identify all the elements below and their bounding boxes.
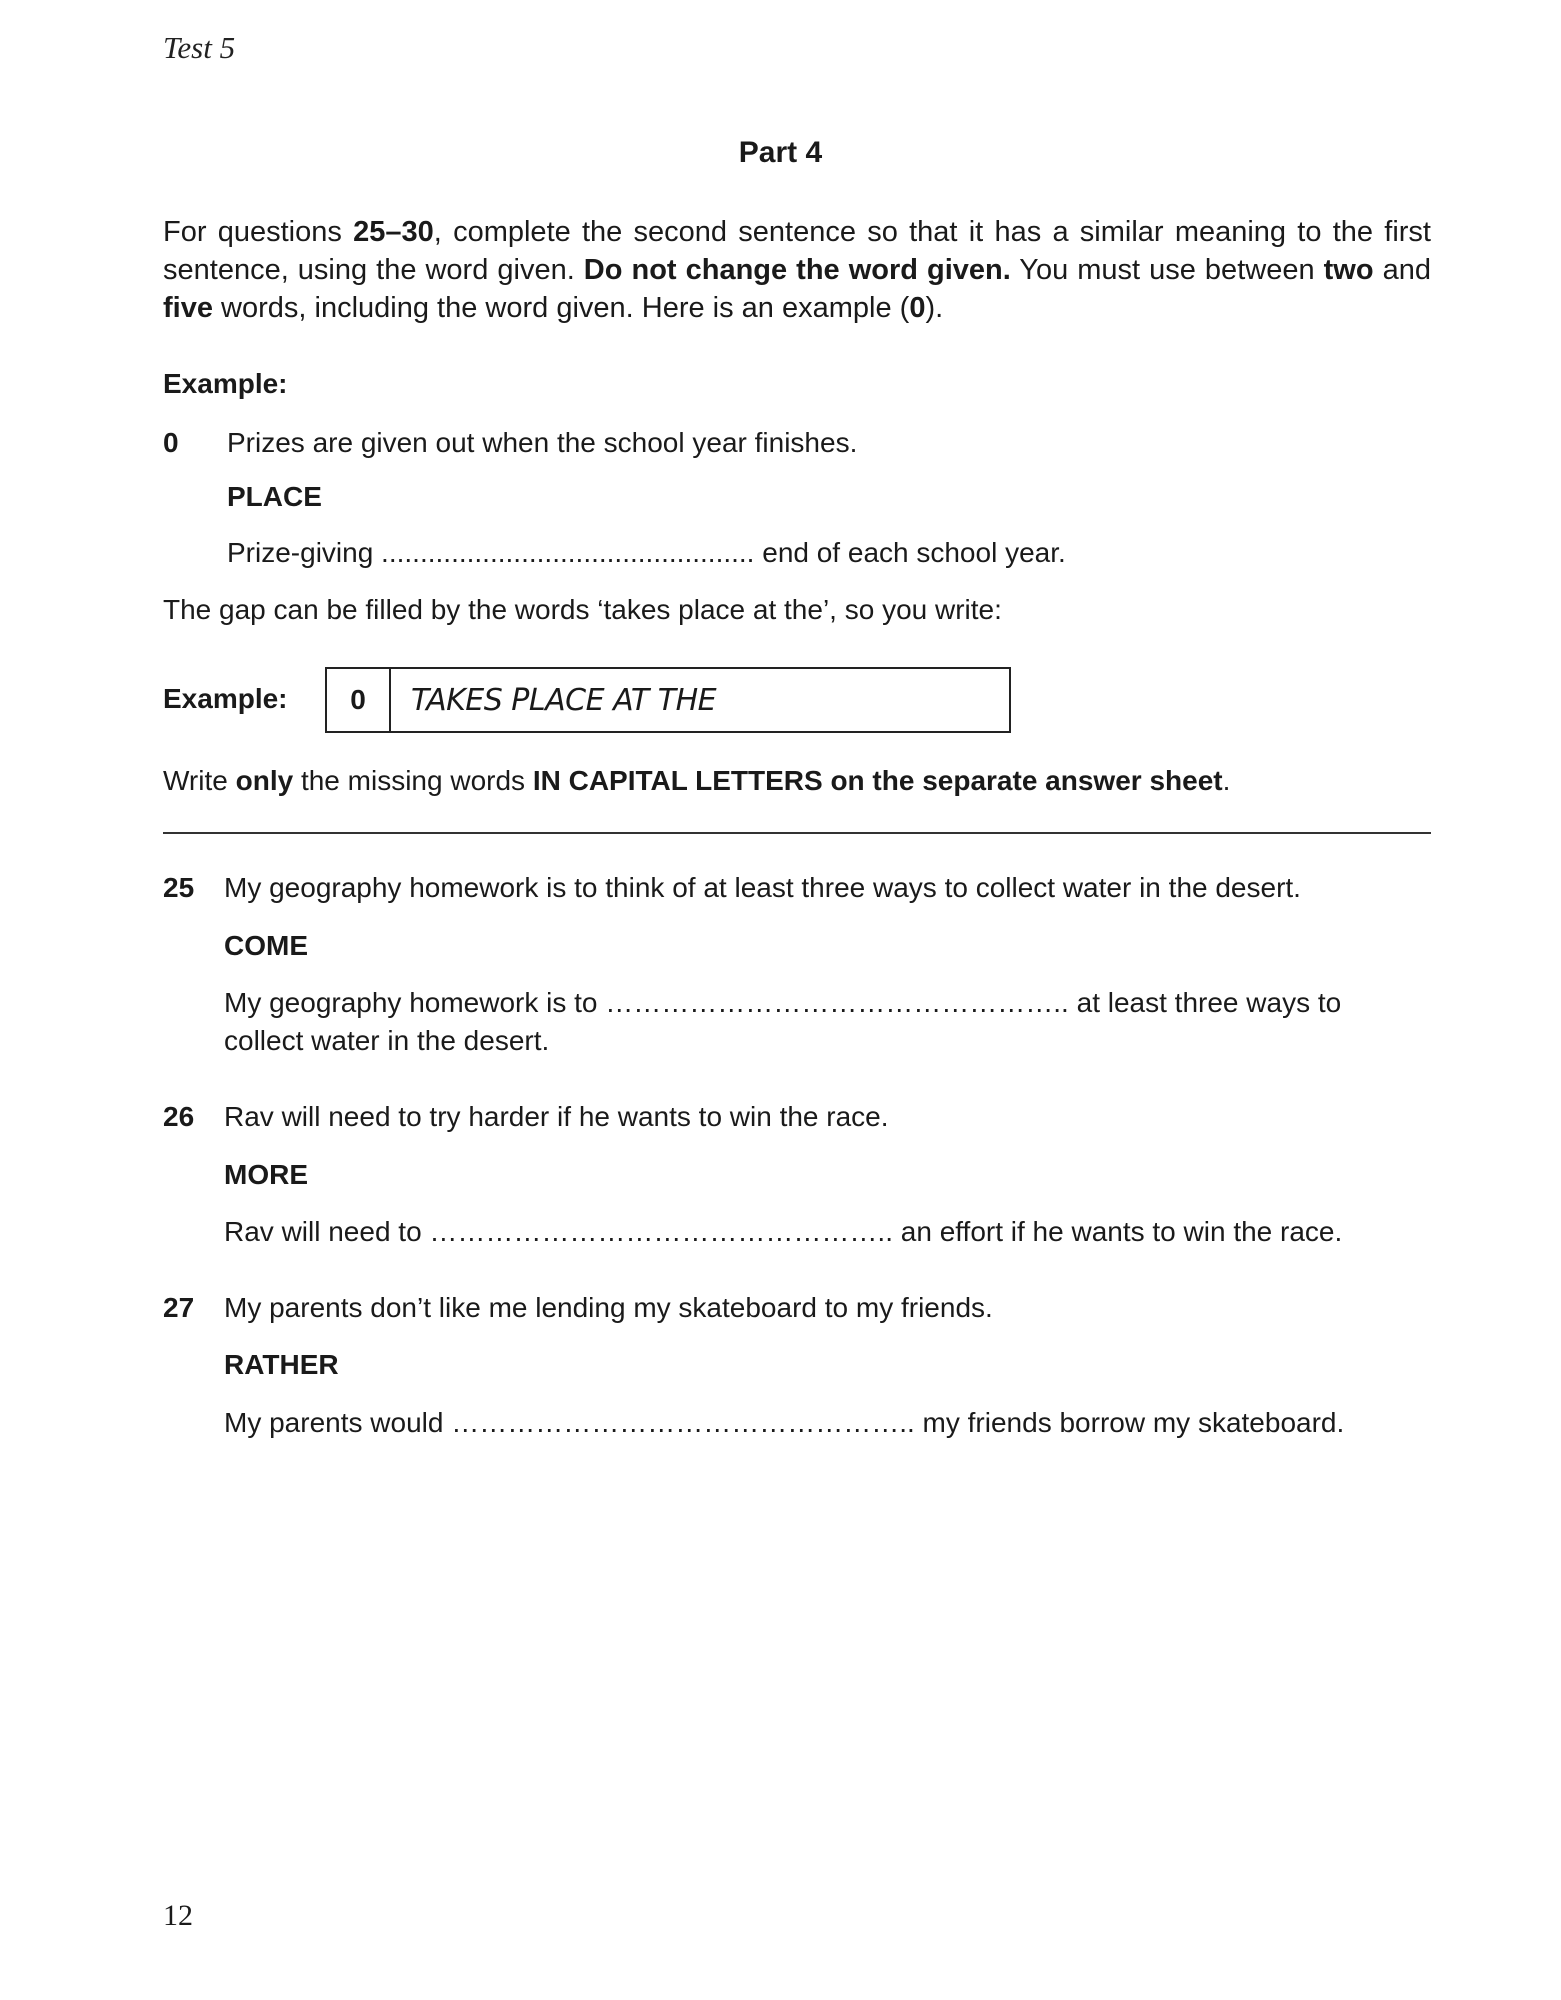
instr-text: For questions xyxy=(163,216,354,248)
section-divider xyxy=(163,832,1431,834)
instr-range: 25–30 xyxy=(353,216,434,248)
question-gapped-sentence: My parents would ………………………………………….. my friends borrow my skateboard. xyxy=(224,1407,1345,1438)
example-explanation: The gap can be filled by the words ‘takes place at the’, so you write: xyxy=(163,594,1002,625)
write-text: . xyxy=(1222,765,1231,796)
instr-text: and xyxy=(1373,254,1431,286)
instr-emphasis: 0 xyxy=(909,292,926,324)
instr-text: words, including the word given. Here is an example ( xyxy=(212,292,910,324)
question-gapped-sentence: Rav will need to ………………………………………….. an effort if he wants to win the race. xyxy=(224,1216,1343,1247)
instr-emphasis: Do not change the word given. xyxy=(583,254,1011,286)
example-label: Example: xyxy=(163,368,288,399)
instructions xyxy=(163,213,1431,327)
question-keyword: MORE xyxy=(224,1159,308,1190)
running-header: Test 5 xyxy=(163,30,236,65)
page-number: 12 xyxy=(163,1899,193,1932)
example-answer-number: 0 xyxy=(327,669,391,731)
write-text: the missing words xyxy=(293,765,533,796)
question-sentence: Rav will need to try harder if he wants to win the race. xyxy=(224,1101,889,1132)
part-title: Part 4 xyxy=(738,136,823,169)
example-number: 0 xyxy=(163,427,179,458)
question-keyword: RATHER xyxy=(224,1349,339,1380)
question-keyword: COME xyxy=(224,930,308,961)
example-answer-text: TAKES PLACE AT THE xyxy=(411,682,717,718)
question-number: 26 xyxy=(163,1101,195,1132)
question-sentence: My geography homework is to think of at least three ways to collect water in the desert. xyxy=(224,872,1301,903)
example-keyword: PLACE xyxy=(227,481,322,512)
example-answer-box xyxy=(325,667,1011,733)
write-emphasis: only xyxy=(235,765,294,796)
instr-text: ). xyxy=(925,292,944,324)
write-emphasis: IN CAPITAL LETTERS on the separate answer sheet xyxy=(532,765,1223,796)
instr-text: You must use between xyxy=(1010,254,1324,286)
example-box-label: Example: xyxy=(163,683,288,714)
write-instruction xyxy=(163,765,1230,797)
question-sentence: My parents don’t like me lending my skateboard to my friends. xyxy=(224,1292,993,1323)
question-number: 25 xyxy=(163,872,195,903)
write-text: Write xyxy=(163,765,236,796)
instr-emphasis: two xyxy=(1323,254,1374,286)
question-gapped-sentence: My geography homework is to ………………………………………….. at least three ways to collect water in the desert. xyxy=(224,987,1342,1056)
question-number: 27 xyxy=(163,1292,195,1323)
instr-text: , complete the second sentence so that it has a similar meaning to the first sentence, using the word given. xyxy=(163,216,1431,286)
instr-emphasis: five xyxy=(163,292,213,324)
example-sentence: Prizes are given out when the school year finishes. xyxy=(227,427,858,458)
example-gapped-sentence: Prize-giving ................................................ end of each school year. xyxy=(227,537,1066,568)
